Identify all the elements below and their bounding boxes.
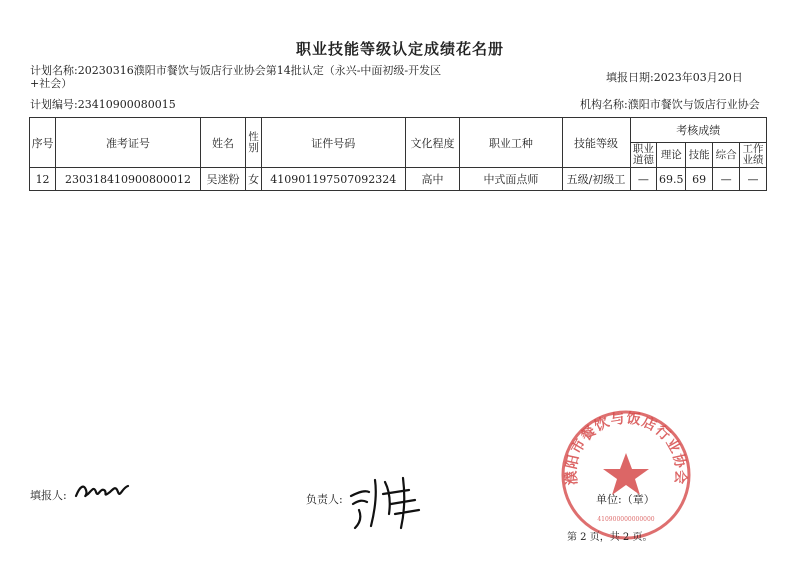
header-education: 文化程度 — [405, 118, 460, 168]
header-gender: 性别 — [246, 118, 262, 168]
filler-signature — [72, 476, 132, 504]
header-performance: 工作业绩 — [740, 143, 767, 168]
cell-exam-no: 230318410900800012 — [56, 168, 201, 191]
org-name-label: 机构名称: — [580, 98, 628, 111]
plan-number-value: 23410900080015 — [77, 98, 176, 111]
header-seq: 序号 — [30, 118, 56, 168]
header-theory: 理论 — [657, 143, 686, 168]
header-id-no: 证件号码 — [261, 118, 405, 168]
org-name — [580, 98, 760, 111]
cell-overall: — — [713, 168, 740, 191]
cell-theory: 69.5 — [657, 168, 686, 191]
cell-id-no: 410901197507092324 — [261, 168, 405, 191]
seal-code: 410900000000000 — [597, 516, 655, 523]
cell-name: 吴迷粉 — [200, 168, 245, 191]
header-skill: 技能 — [686, 143, 713, 168]
header-exam-no: 准考证号 — [56, 118, 201, 168]
plan-number — [30, 98, 176, 111]
header-scores: 考核成绩 — [630, 118, 767, 143]
header-level: 技能等级 — [562, 118, 630, 168]
header-name: 姓名 — [200, 118, 245, 168]
filler-label: 填报人: — [30, 489, 67, 502]
header-ethics: 职业道德 — [630, 143, 657, 168]
cell-ethics: — — [630, 168, 657, 191]
responsible-signature — [345, 470, 425, 532]
page-info: 第 2 页，共 2 页。 — [567, 532, 653, 543]
seal-text: 濮阳市餐饮与饭店行业协会 — [563, 410, 689, 486]
responsible-label: 负责人: — [306, 493, 343, 506]
table-row — [30, 168, 767, 191]
table-header-row — [30, 118, 767, 143]
cell-occupation: 中式面点师 — [460, 168, 562, 191]
org-name-value: 濮阳市餐饮与饭店行业协会 — [627, 98, 760, 111]
cell-education: 高中 — [405, 168, 460, 191]
unit-label: 单位:（章） — [596, 493, 655, 506]
plan-number-label: 计划编号: — [30, 98, 78, 111]
fill-date-value: 2023年03月20日 — [653, 71, 743, 84]
official-seal — [556, 405, 696, 545]
cell-level: 五级/初级工 — [562, 168, 630, 191]
plan-name — [30, 64, 470, 90]
score-table — [29, 117, 767, 191]
plan-name-value-cont: +社会） — [30, 77, 73, 90]
page-title: 职业技能等级认定成绩花名册 — [295, 40, 504, 58]
cell-seq: 12 — [30, 168, 56, 191]
cell-skill: 69 — [686, 168, 713, 191]
plan-name-label: 计划名称: — [30, 64, 78, 77]
header-occupation: 职业工种 — [460, 118, 562, 168]
cell-gender: 女 — [246, 168, 262, 191]
fill-date-label: 填报日期: — [606, 71, 654, 84]
fill-date — [606, 71, 743, 84]
cell-performance: — — [740, 168, 767, 191]
plan-name-value: 20230316濮阳市餐饮与饭店行业协会第14批认定（永兴-中面初级-开发区 — [77, 64, 442, 77]
header-overall: 综合 — [713, 143, 740, 168]
